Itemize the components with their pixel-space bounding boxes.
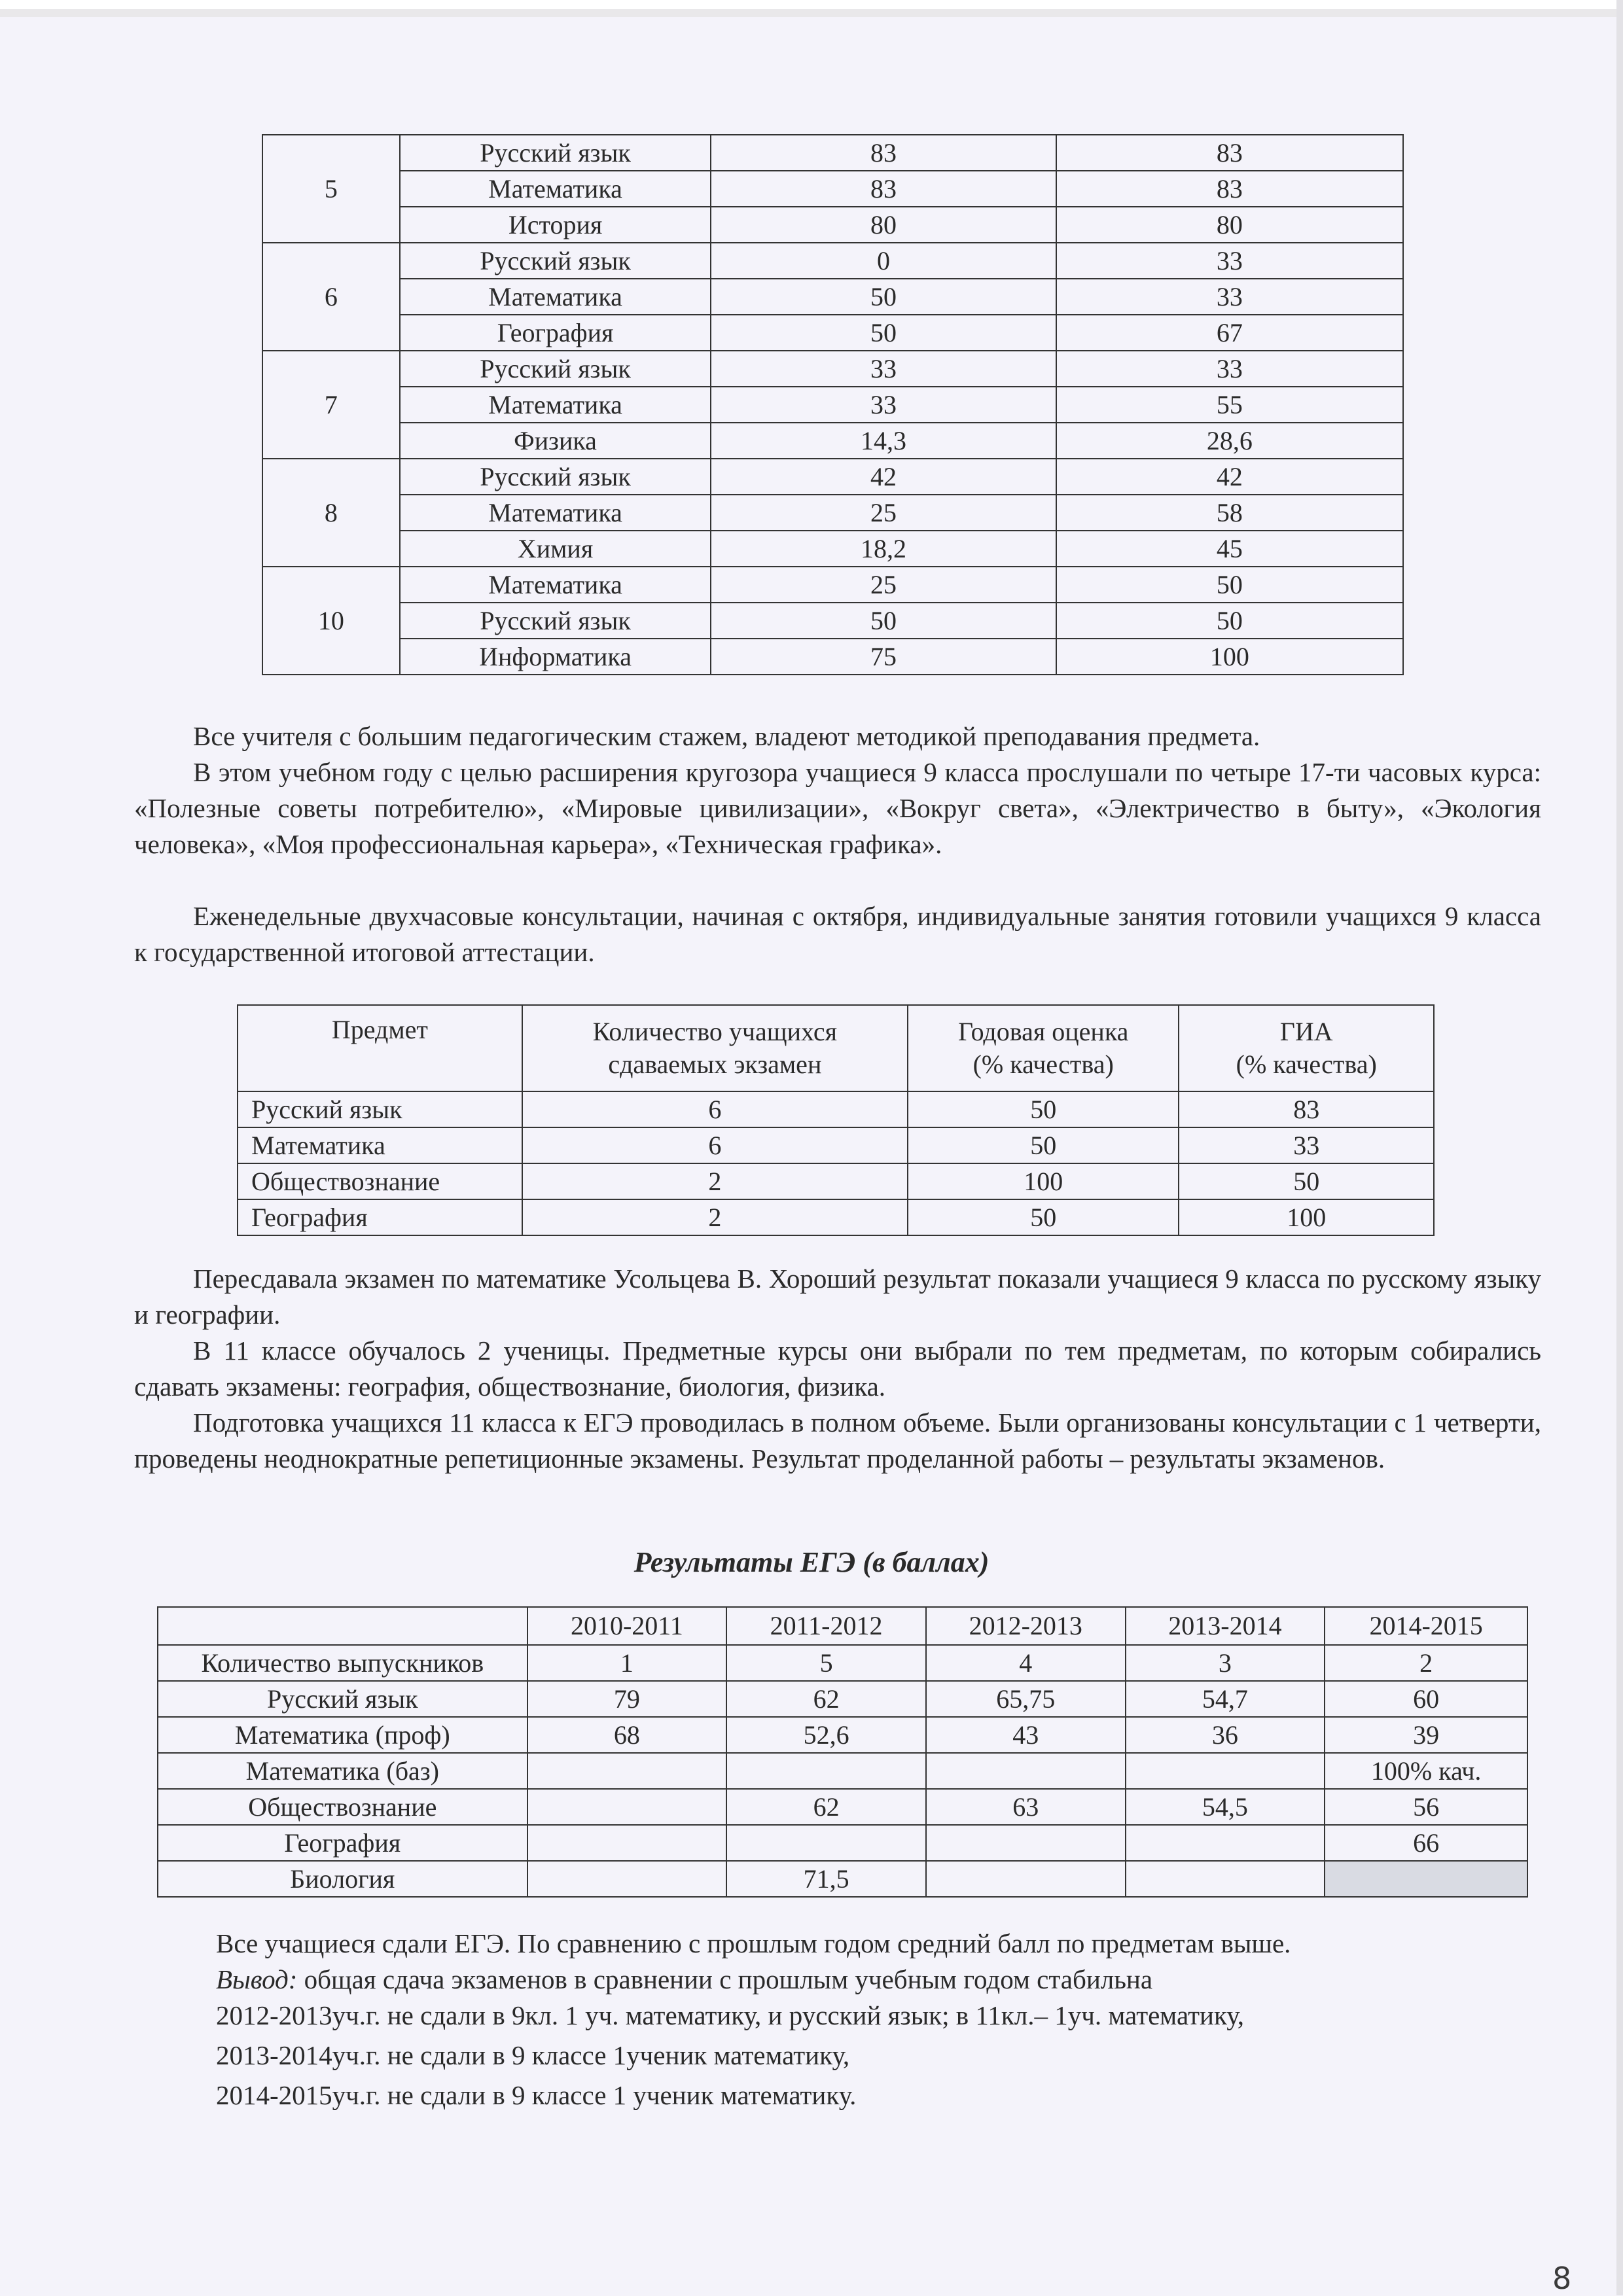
header-text: (% качества) <box>1236 1050 1377 1079</box>
value-cell <box>926 1753 1126 1789</box>
value-cell: 33 <box>1056 279 1403 315</box>
value-cell: 75 <box>711 639 1056 675</box>
subject-cell: Математика <box>400 567 711 603</box>
table-row <box>238 1091 1434 1127</box>
annual-cell: 50 <box>908 1199 1179 1235</box>
value-cell: 83 <box>1056 135 1403 171</box>
grade-cell: 8 <box>262 459 400 567</box>
value-cell: 3 <box>1126 1645 1325 1681</box>
table-row <box>262 279 1403 315</box>
table-row <box>158 1645 1527 1681</box>
value-cell: 33 <box>1056 243 1403 279</box>
table-row <box>262 531 1403 567</box>
paragraph-ege-prep <box>134 1405 1541 1477</box>
value-cell: 80 <box>1056 207 1403 243</box>
year-header: 2014-2015 <box>1325 1607 1527 1645</box>
value-cell: 1 <box>527 1645 727 1681</box>
value-cell: 33 <box>711 351 1056 387</box>
table-row <box>262 171 1403 207</box>
table-header-row <box>238 1005 1434 1091</box>
header-text: ГИА <box>1279 1017 1333 1046</box>
value-cell: 100 <box>1056 639 1403 675</box>
value-cell: 62 <box>726 1789 926 1825</box>
value-cell: 62 <box>726 1681 926 1717</box>
value-cell: 14,3 <box>711 423 1056 459</box>
table-row <box>262 207 1403 243</box>
value-cell: 100% кач. <box>1325 1753 1527 1789</box>
grade-cell: 5 <box>262 135 400 243</box>
paragraph-text: В этом учебном году с целью расширения кругозора учащиеся 9 класса прослушали по четыре 17-ти часовых курса: «Полезные советы потребителю», «Мировые цивилизации», «Вокруг света», «Электричество в быту», «Экология человека», «Моя профессиональная карьера», «Техническая графика». <box>134 757 1541 859</box>
subject-cell: География <box>238 1199 522 1235</box>
scan-top-shadow <box>0 9 1623 17</box>
header-text: сдаваемых экзамен <box>608 1050 822 1079</box>
scan-right-edge <box>1616 0 1623 2295</box>
value-cell: 18,2 <box>711 531 1056 567</box>
year-header: 2012-2013 <box>926 1607 1126 1645</box>
value-cell: 5 <box>726 1645 926 1681</box>
value-cell <box>1126 1753 1325 1789</box>
conclusion-line: 2014-2015уч.г. не сдали в 9 классе 1 ученик математику. <box>216 2080 857 2110</box>
value-cell: 58 <box>1056 495 1403 531</box>
subject-cell: Русский язык <box>400 135 711 171</box>
table-row <box>158 1861 1527 1897</box>
table-row <box>158 1681 1527 1717</box>
gia-cell: 100 <box>1179 1199 1434 1235</box>
value-cell: 45 <box>1056 531 1403 567</box>
paragraph-text: Еженедельные двухчасовые консультации, начиная с октября, индивидуальные занятия готовили учащихся 9 класса к государственной итоговой аттестации. <box>134 901 1541 967</box>
value-cell: 67 <box>1056 315 1403 351</box>
value-cell: 28,6 <box>1056 423 1403 459</box>
value-cell <box>527 1789 727 1825</box>
value-cell: 33 <box>711 387 1056 423</box>
value-cell: 2 <box>1325 1645 1527 1681</box>
value-cell: 50 <box>711 315 1056 351</box>
subject-cell: Математика <box>400 387 711 423</box>
subject-cell: Русский язык <box>400 459 711 495</box>
header-text: Количество учащихся <box>592 1017 837 1046</box>
value-cell: 36 <box>1126 1717 1325 1753</box>
year-header: 2011-2012 <box>726 1607 926 1645</box>
subject-cell: Информатика <box>400 639 711 675</box>
subject-cell: Русский язык <box>400 243 711 279</box>
year-header: 2010-2011 <box>527 1607 727 1645</box>
value-cell <box>527 1825 727 1861</box>
table-row <box>262 315 1403 351</box>
paragraph-courses <box>134 754 1541 862</box>
subject-cell: Русский язык <box>400 603 711 639</box>
value-cell: 68 <box>527 1717 727 1753</box>
header-text: (% качества) <box>972 1050 1114 1079</box>
value-cell <box>527 1861 727 1897</box>
header-subject <box>238 1005 522 1091</box>
grade-cell: 10 <box>262 567 400 675</box>
ege-table-caption: Результаты ЕГЭ (в баллах) <box>633 1546 990 1578</box>
value-cell: 39 <box>1325 1717 1527 1753</box>
paragraph-consultations <box>134 898 1541 970</box>
subject-cell: Математика <box>400 279 711 315</box>
value-cell: 80 <box>711 207 1056 243</box>
table-row <box>262 603 1403 639</box>
subject-cell: Химия <box>400 531 711 567</box>
value-cell: 71,5 <box>726 1861 926 1897</box>
gia-cell: 33 <box>1179 1127 1434 1163</box>
subject-cell: География <box>400 315 711 351</box>
value-cell <box>1126 1825 1325 1861</box>
header-text: Годовая оценка <box>957 1017 1129 1046</box>
value-cell: 50 <box>1056 603 1403 639</box>
table-row <box>158 1789 1527 1825</box>
count-cell: 2 <box>522 1199 908 1235</box>
paragraph-text: В 11 классе обучалось 2 ученицы. Предметные курсы они выбрали по тем предметам, по которым собирались сдавать экзамены: география, обществознание, биология, физика. <box>134 1335 1541 1402</box>
header-gia <box>1179 1005 1434 1091</box>
value-cell: 50 <box>711 603 1056 639</box>
paragraph-grade11 <box>134 1333 1541 1405</box>
conclusion-line: 2012-2013уч.г. не сдали в 9кл. 1 уч. математику, и русский язык; в 11кл.– 1уч. математику, <box>216 2000 1244 2030</box>
table-row <box>262 351 1403 387</box>
count-cell: 6 <box>522 1127 908 1163</box>
paragraph-text: Подготовка учащихся 11 класса к ЕГЭ проводилась в полном объеме. Были организованы консультации с 1 четверти, проведены неоднократные репетиционные экзамены. Результат проделанной работы – результаты экзаменов. <box>134 1407 1541 1474</box>
paragraph-retake <box>134 1261 1541 1333</box>
subject-cell: История <box>400 207 711 243</box>
value-cell: 60 <box>1325 1681 1527 1717</box>
value-cell: 65,75 <box>926 1681 1126 1717</box>
value-cell: 55 <box>1056 387 1403 423</box>
conclusion-line: 2013-2014уч.г. не сдали в 9 классе 1ученик математику, <box>216 2040 850 2070</box>
value-cell: 4 <box>926 1645 1126 1681</box>
subject-cell: Русский язык <box>400 351 711 387</box>
value-cell: 42 <box>711 459 1056 495</box>
table-row <box>238 1127 1434 1163</box>
annual-cell: 50 <box>908 1091 1179 1127</box>
paragraph-text: Все учителя с большим педагогическим стажем, владеют методикой преподавания предмета. <box>193 721 1260 751</box>
gia-cell: 50 <box>1179 1163 1434 1199</box>
value-cell: 66 <box>1325 1825 1527 1861</box>
corner-cell <box>158 1607 527 1645</box>
page-number: 8 <box>1552 2261 1572 2296</box>
row-label: Математика (проф) <box>158 1717 527 1753</box>
value-cell: 42 <box>1056 459 1403 495</box>
header-count <box>522 1005 908 1091</box>
value-cell: 52,6 <box>726 1717 926 1753</box>
gia-cell: 83 <box>1179 1091 1434 1127</box>
value-cell: 33 <box>1056 351 1403 387</box>
shaded-cell <box>1325 1861 1527 1897</box>
scan-top-edge <box>0 0 1623 9</box>
table-row <box>262 639 1403 675</box>
row-label: Обществознание <box>158 1789 527 1825</box>
table-row <box>238 1199 1434 1235</box>
annual-cell: 50 <box>908 1127 1179 1163</box>
table-row <box>262 459 1403 495</box>
gia-results-table <box>237 1004 1435 1236</box>
subject-cell: Математика <box>238 1127 522 1163</box>
value-cell <box>926 1861 1126 1897</box>
ege-results-table <box>157 1606 1528 1898</box>
value-cell: 54,7 <box>1126 1681 1325 1717</box>
value-cell: 83 <box>711 171 1056 207</box>
value-cell: 54,5 <box>1126 1789 1325 1825</box>
subject-cell: Обществознание <box>238 1163 522 1199</box>
value-cell: 83 <box>711 135 1056 171</box>
row-label: География <box>158 1825 527 1861</box>
grade-cell: 7 <box>262 351 400 459</box>
value-cell: 25 <box>711 495 1056 531</box>
conclusion-line <box>216 1961 1590 1998</box>
year-header: 2013-2014 <box>1126 1607 1325 1645</box>
value-cell: 0 <box>711 243 1056 279</box>
value-cell <box>726 1753 926 1789</box>
count-cell: 2 <box>522 1163 908 1199</box>
subject-cell: Математика <box>400 495 711 531</box>
paragraph-text: Пересдавала экзамен по математике Усольцева В. Хороший результат показали учащиеся 9 класса по русскому языку и географии. <box>134 1263 1541 1330</box>
table-row <box>262 567 1403 603</box>
row-label: Математика (баз) <box>158 1753 527 1789</box>
subject-cell: Физика <box>400 423 711 459</box>
table-row <box>158 1825 1527 1861</box>
table-row <box>262 387 1403 423</box>
subject-cell: Математика <box>400 171 711 207</box>
count-cell: 6 <box>522 1091 908 1127</box>
value-cell: 50 <box>1056 567 1403 603</box>
value-cell: 25 <box>711 567 1056 603</box>
value-cell <box>926 1825 1126 1861</box>
row-label: Количество выпускников <box>158 1645 527 1681</box>
value-cell: 79 <box>527 1681 727 1717</box>
value-cell: 83 <box>1056 171 1403 207</box>
table-row <box>262 135 1403 171</box>
table-row <box>158 1717 1527 1753</box>
row-label: Биология <box>158 1861 527 1897</box>
table-row <box>262 423 1403 459</box>
header-text: Предмет <box>331 1015 428 1044</box>
conclusion-label: Вывод: <box>216 1964 298 1994</box>
table-header-row <box>158 1607 1527 1645</box>
table-row <box>262 495 1403 531</box>
paragraph-teachers <box>134 718 1541 754</box>
value-cell: 63 <box>926 1789 1126 1825</box>
grades-quality-table <box>262 134 1404 675</box>
subject-cell: Русский язык <box>238 1091 522 1127</box>
header-annual <box>908 1005 1179 1091</box>
value-cell <box>726 1825 926 1861</box>
grade-cell: 6 <box>262 243 400 351</box>
annual-cell: 100 <box>908 1163 1179 1199</box>
table-row <box>238 1163 1434 1199</box>
conclusion-line: Все учащиеся сдали ЕГЭ. По сравнению с прошлым годом средний балл по предметам выше. <box>216 1928 1291 1958</box>
table-row <box>262 243 1403 279</box>
value-cell: 56 <box>1325 1789 1527 1825</box>
value-cell: 50 <box>711 279 1056 315</box>
value-cell <box>1126 1861 1325 1897</box>
conclusion-text: общая сдача экзаменов в сравнении с прошлым учебным годом стабильна <box>297 1964 1153 1994</box>
value-cell <box>527 1753 727 1789</box>
value-cell: 43 <box>926 1717 1126 1753</box>
row-label: Русский язык <box>158 1681 527 1717</box>
table-row <box>158 1753 1527 1789</box>
